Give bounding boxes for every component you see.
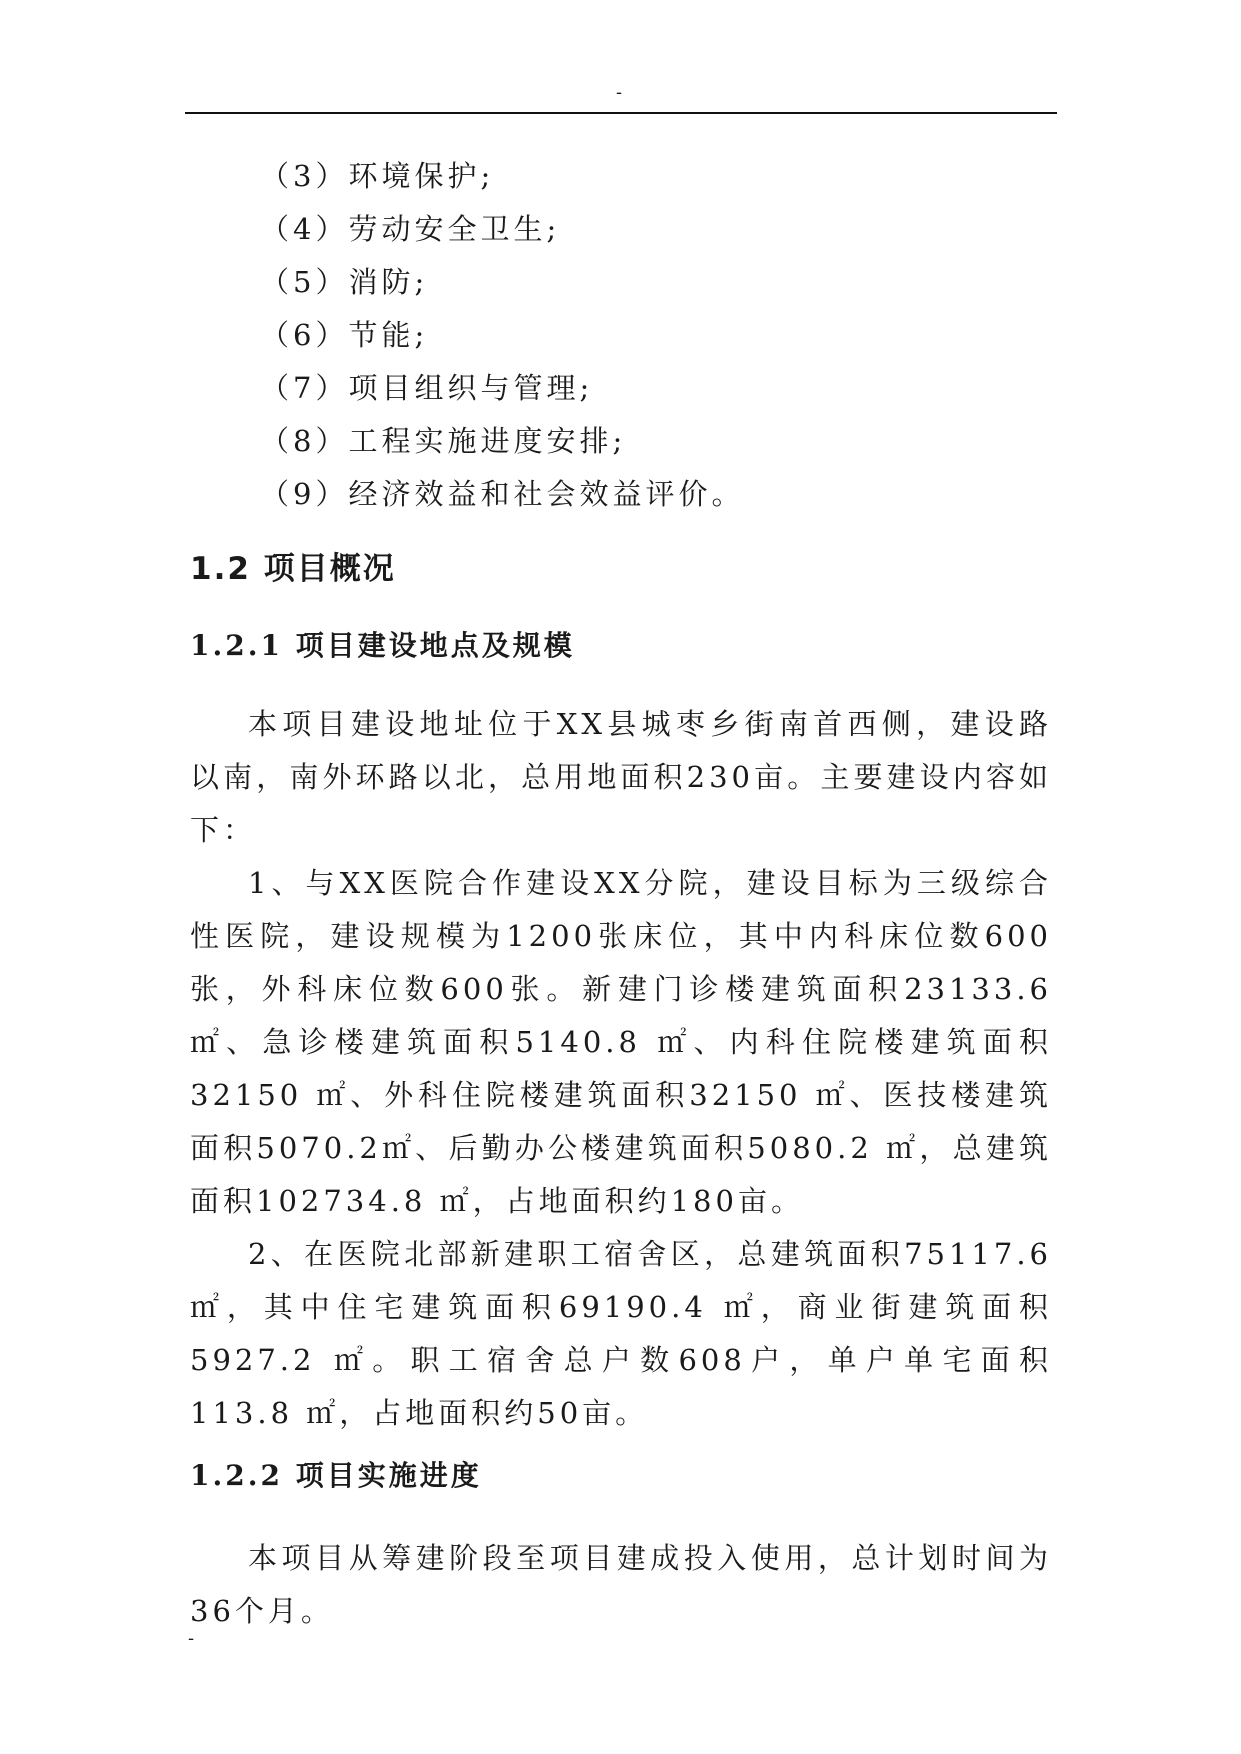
page-header-mark: - [616, 82, 623, 103]
document-body [190, 150, 1052, 1638]
list-item: （5）消防; [260, 265, 429, 299]
list-item: （4）劳动安全卫生; [260, 212, 561, 246]
paragraph-schedule: 本项目从筹建阶段至项目建成投入使用，总计划时间为36个月。 [190, 1541, 1052, 1628]
paragraph-dormitory: 2、在医院北部新建职工宿舍区，总建筑面积75117.6 ㎡，其中住宅建筑面积69190.4 ㎡，商业街建筑面积5927.2 ㎡。职工宿舍总户数608户，单户单宅面积113.8 ㎡，占地面积约50亩。 [190, 1237, 1052, 1430]
section-heading-1-2-2: 1.2.2 项目实施进度 [190, 1459, 482, 1492]
list-item: （6）节能; [260, 318, 429, 352]
list-item: （7）项目组织与管理; [260, 371, 594, 405]
section-heading-1-2-1: 1.2.1 项目建设地点及规模 [190, 629, 575, 662]
section-heading-1-2: 1.2 项目概况 [190, 551, 396, 587]
paragraph-location: 本项目建设地址位于XX县城枣乡街南首西侧，建设路以南，南外环路以北，总用地面积230亩。主要建设内容如下： [190, 707, 1052, 847]
header-rule [185, 112, 1057, 114]
list-item: （8）工程实施进度安排; [260, 424, 627, 458]
scope-list [190, 150, 1052, 521]
list-item: （9）经济效益和社会效益评价。 [260, 477, 745, 511]
page-footer-mark: - [188, 1628, 195, 1649]
paragraph-hospital: 1、与XX医院合作建设XX分院，建设目标为三级综合性医院，建设规模为1200张床位，其中内科床位数600张，外科床位数600张。新建门诊楼建筑面积23133.6㎡、急诊楼建筑面积5140.8 ㎡、内科住院楼建筑面积32150 ㎡、外科住院楼建筑面积32150 ㎡、医技楼建筑面积5070.2㎡、后勤办公楼建筑面积5080.2 ㎡，总建筑面积102734.8 ㎡，占地面积约180亩。 [190, 866, 1052, 1218]
list-item: （3）环境保护; [260, 159, 495, 193]
